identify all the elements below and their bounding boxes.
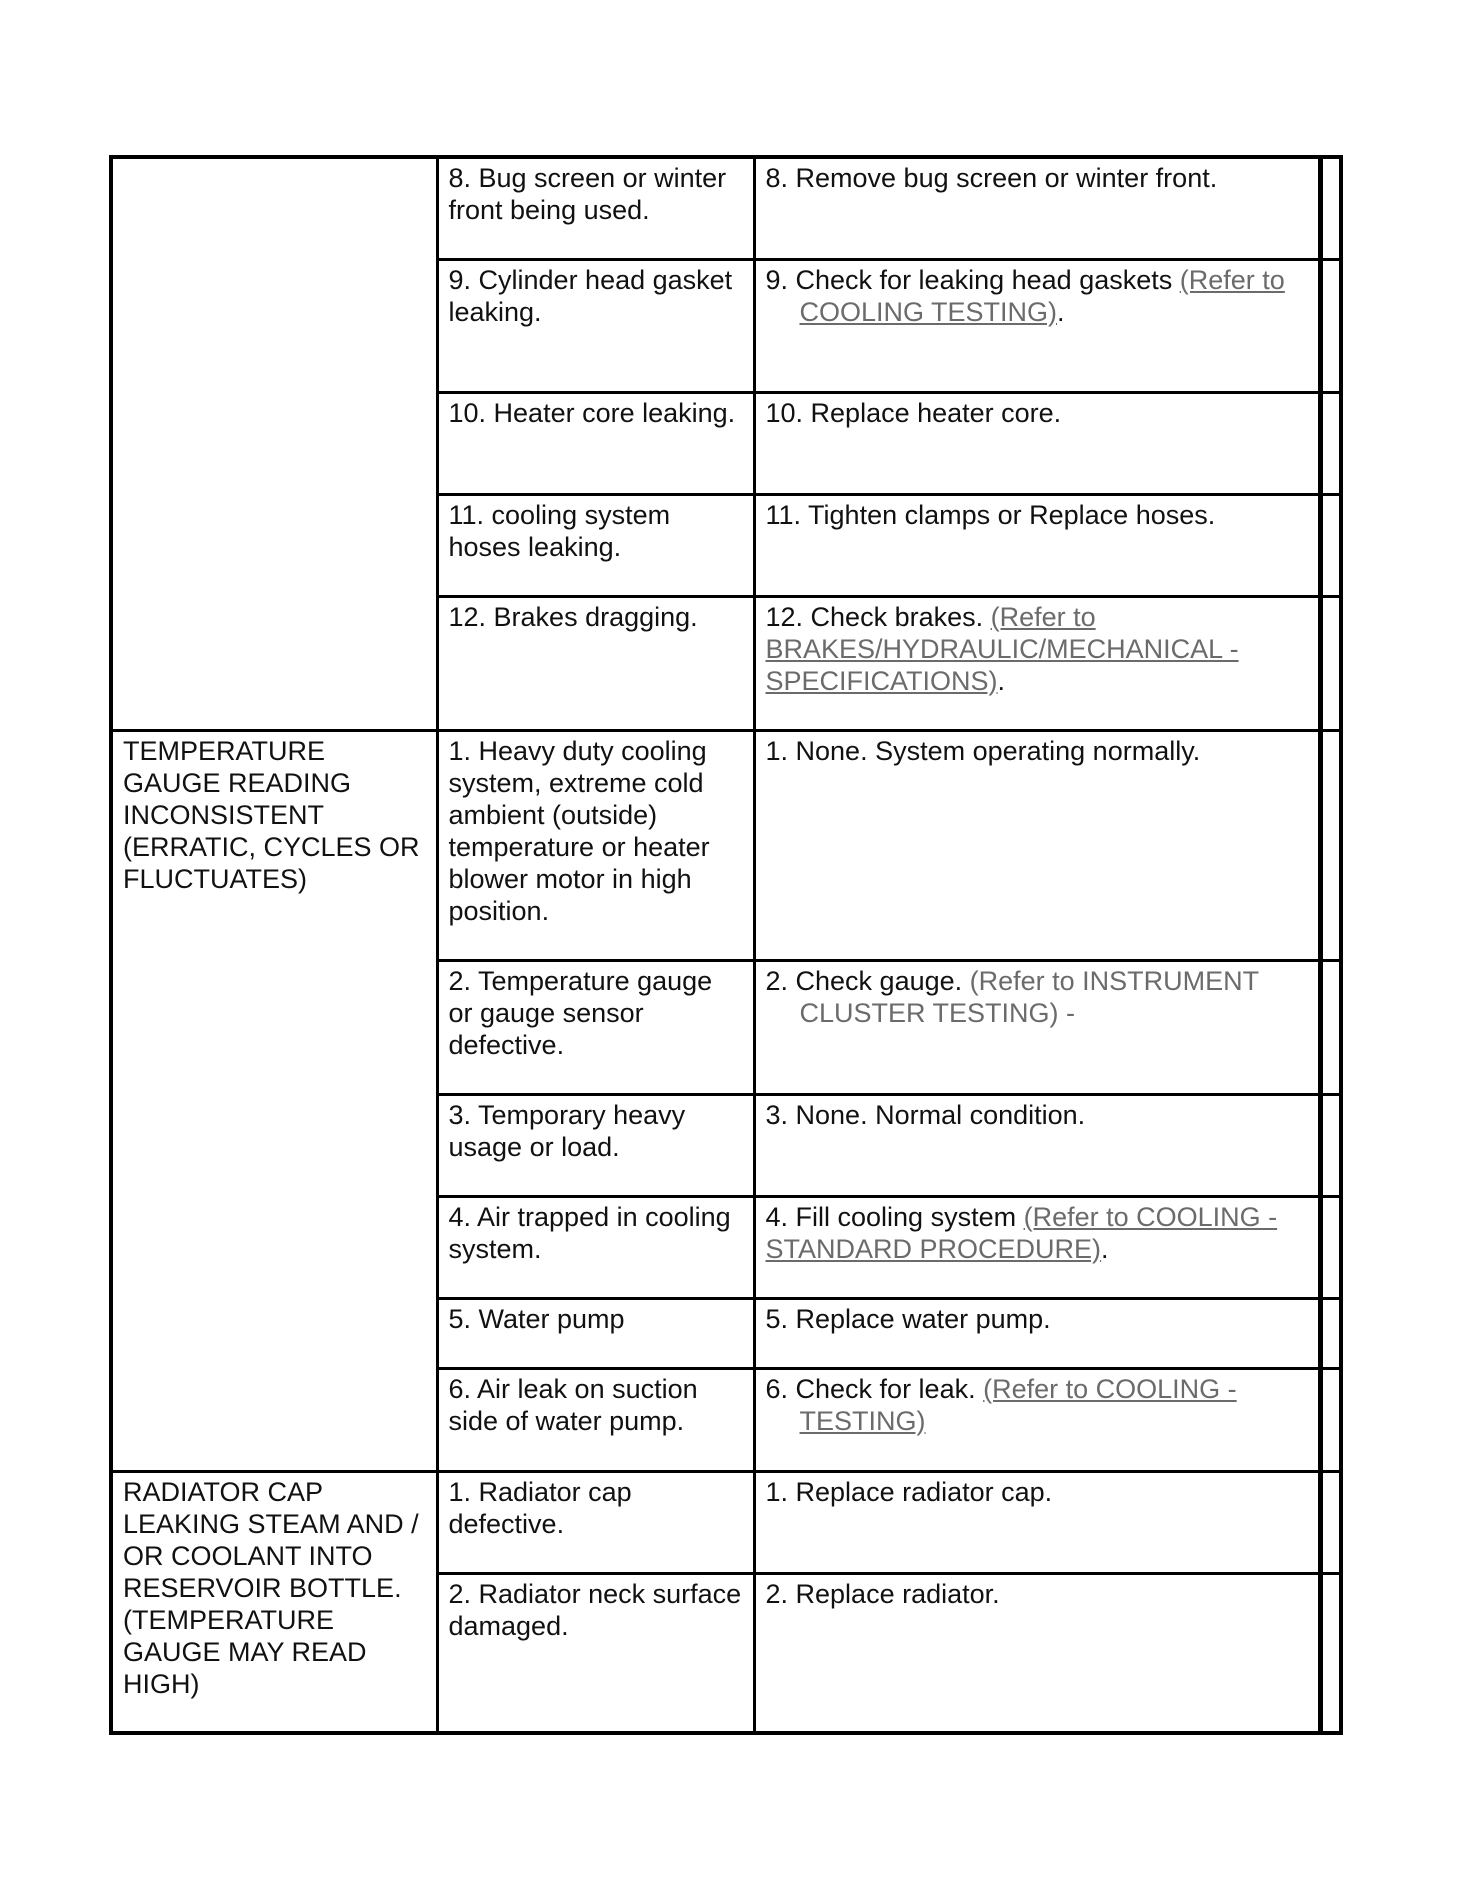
margin-cell xyxy=(1320,1094,1341,1196)
margin-cell xyxy=(1320,392,1341,494)
cause-cell: 2. Temperature gauge or gauge sensor defective. xyxy=(437,960,754,1094)
solution-cell: 2. Check gauge. (Refer to INSTRUMENT CLUSTER TESTING) - xyxy=(754,960,1320,1094)
symptom-cell: TEMPERATURE GAUGE READING INCONSISTENT (ERRATIC, CYCLES OR FLUCTUATES) xyxy=(111,730,437,1471)
symptom-cell xyxy=(111,157,437,730)
margin-cell xyxy=(1320,1471,1341,1573)
cross-reference-link[interactable]: (Refer to INSTRUMENT CLUSTER TESTING) - xyxy=(799,965,1259,1028)
solution-cell: 1. None. System operating normally. xyxy=(754,730,1320,960)
cross-reference-link[interactable]: (Refer to COOLING - STANDARD PROCEDURE) xyxy=(765,1201,1278,1264)
solution-cell: 8. Remove bug screen or winter front. xyxy=(754,157,1320,259)
cause-cell: 5. Water pump xyxy=(437,1298,754,1368)
margin-cell xyxy=(1320,596,1341,730)
cause-cell: 12. Brakes dragging. xyxy=(437,596,754,730)
margin-cell xyxy=(1320,157,1341,259)
table-row xyxy=(111,1471,1341,1573)
cross-reference-link[interactable]: (Refer to COOLING - TESTING) xyxy=(799,1373,1237,1436)
margin-cell xyxy=(1320,960,1341,1094)
solution-cell: 4. Fill cooling system (Refer to COOLING - STANDARD PROCEDURE). xyxy=(754,1196,1320,1298)
cause-cell: 3. Temporary heavy usage or load. xyxy=(437,1094,754,1196)
diagnosis-table xyxy=(109,155,1343,1735)
margin-cell xyxy=(1320,1573,1341,1733)
table-row xyxy=(111,730,1341,960)
cause-cell: 4. Air trapped in cooling system. xyxy=(437,1196,754,1298)
cause-cell: 10. Heater core leaking. xyxy=(437,392,754,494)
cause-cell: 8. Bug screen or winter front being used. xyxy=(437,157,754,259)
cause-cell: 6. Air leak on suction side of water pump. xyxy=(437,1368,754,1471)
cause-cell: 9. Cylinder head gasket leaking. xyxy=(437,259,754,392)
cause-cell: 2. Radiator neck surface damaged. xyxy=(437,1573,754,1733)
solution-cell: 9. Check for leaking head gaskets (Refer to COOLING TESTING). xyxy=(754,259,1320,392)
cross-reference-link[interactable]: (Refer to COOLING TESTING) xyxy=(799,264,1285,327)
cause-cell: 1. Radiator cap defective. xyxy=(437,1471,754,1573)
solution-cell: 12. Check brakes. (Refer to BRAKES/HYDRAULIC/MECHANICAL - SPECIFICATIONS). xyxy=(754,596,1320,730)
solution-cell: 2. Replace radiator. xyxy=(754,1573,1320,1733)
margin-cell xyxy=(1320,730,1341,960)
solution-cell: 3. None. Normal condition. xyxy=(754,1094,1320,1196)
solution-cell: 11. Tighten clamps or Replace hoses. xyxy=(754,494,1320,596)
table-row xyxy=(111,157,1341,259)
solution-cell: 1. Replace radiator cap. xyxy=(754,1471,1320,1573)
margin-cell xyxy=(1320,1298,1341,1368)
margin-cell xyxy=(1320,1196,1341,1298)
solution-cell: 6. Check for leak. (Refer to COOLING - TESTING) xyxy=(754,1368,1320,1471)
margin-cell xyxy=(1320,1368,1341,1471)
margin-cell xyxy=(1320,259,1341,392)
symptom-cell: RADIATOR CAP LEAKING STEAM AND / OR COOLANT INTO RESERVOIR BOTTLE. (TEMPERATURE GAUGE MAY READ HIGH) xyxy=(111,1471,437,1733)
cross-reference-link[interactable]: (Refer to BRAKES/HYDRAULIC/MECHANICAL - SPECIFICATIONS) xyxy=(765,601,1239,696)
margin-cell xyxy=(1320,494,1341,596)
cause-cell: 11. cooling system hoses leaking. xyxy=(437,494,754,596)
cause-cell: 1. Heavy duty cooling system, extreme cold ambient (outside) temperature or heater blower motor in high position. xyxy=(437,730,754,960)
solution-cell: 10. Replace heater core. xyxy=(754,392,1320,494)
solution-cell: 5. Replace water pump. xyxy=(754,1298,1320,1368)
